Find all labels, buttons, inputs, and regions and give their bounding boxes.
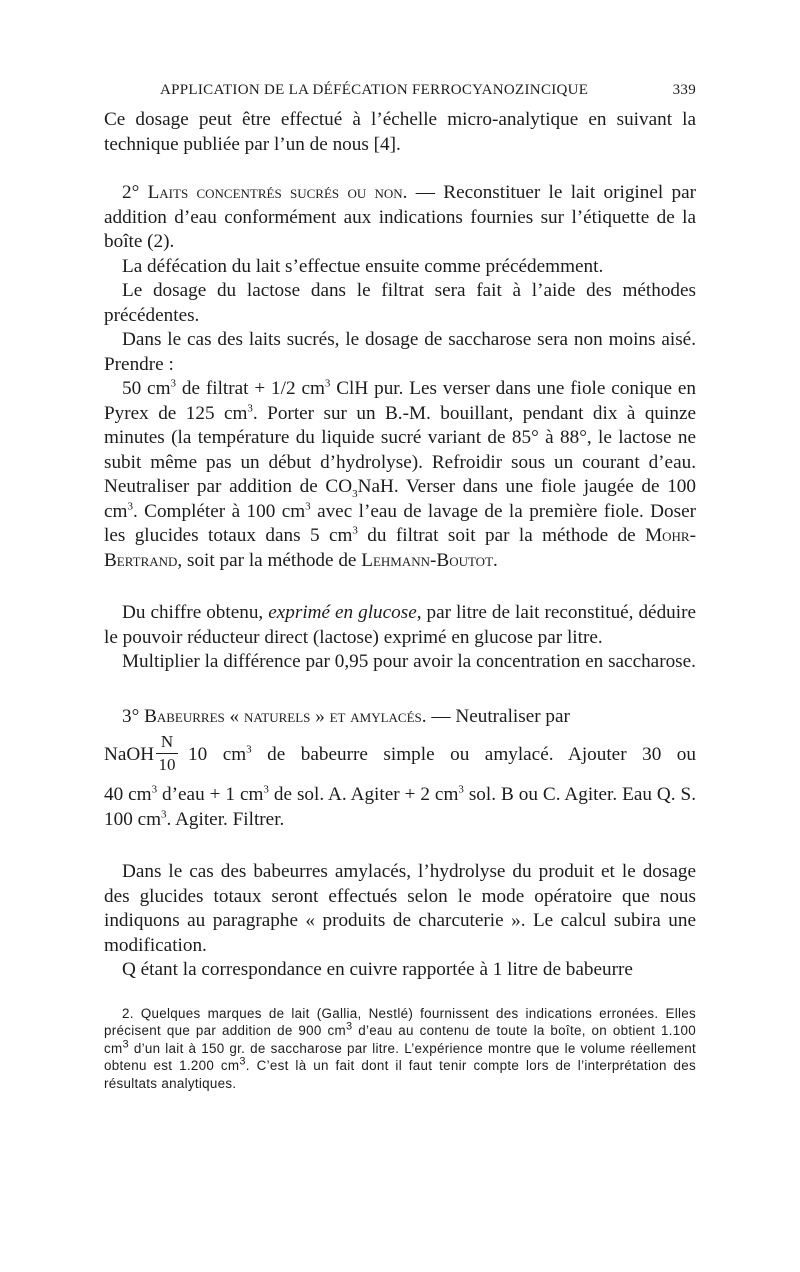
text-run: du filtrat soit par la méthode de [357, 525, 646, 546]
text-run: 40 cm [104, 784, 152, 805]
text-run: 50 cm [122, 378, 171, 399]
formula-line [104, 731, 696, 783]
emphasis: exprimé en glucose [268, 602, 417, 623]
paragraph-babeurre-procedure [104, 783, 696, 832]
section-babeurres [104, 705, 696, 730]
text-run: d’un lait à 150 gr. de saccharose par litre. L’expérience montre que le volume réellement obtenu est 1.200 cm [104, 1040, 696, 1073]
author-name: Lehmann-Boutot [361, 549, 494, 571]
paragraph-micro-analytique: Ce dosage peut être effectué à l’échelle micro-analytique en suivant la technique publiée par l’un de nous [4]. [104, 109, 696, 155]
superscript: 3 [305, 500, 311, 513]
text-run: d’eau au contenu de toute la boîte, on obtient 1.100 cm [104, 1023, 696, 1056]
superscript: 3 [170, 377, 177, 390]
text-run: de filtrat + 1/2 cm [176, 378, 325, 399]
section-laits-concentres [104, 181, 696, 255]
superscript: 3 [263, 783, 269, 796]
superscript: 3 [151, 783, 158, 796]
text-run: ClH pur. Les verser dans une fiole conique en Pyrex de 125 cm [104, 378, 696, 424]
running-title: APPLICATION DE LA DÉFÉCATION FERROCYANOZINCIQUE [160, 82, 589, 98]
superscript: 3 [246, 743, 252, 756]
fraction-denominator: 10 [158, 755, 176, 774]
text-run: . Porter sur un B.-M. bouillant, pendant dix à quinze minutes (la température du liquide sucré variant de 85° à 88°, le lactose ne subit même pas un début d’hydrolyse). Refroidir sous un courant d’eau. Neutraliser par addition de CO [104, 402, 696, 497]
footnote [104, 1005, 696, 1093]
text-run: . C’est là un fait dont il faut tenir compte lors de l’interprétation des résultats analytiques. [104, 1058, 697, 1091]
text-run: Du chiffre obtenu, [122, 602, 269, 623]
superscript: 3 [247, 402, 253, 415]
fraction [156, 731, 178, 776]
paragraph-babeurres-amylaces: Dans le cas des babeurres amylacés, l’hydrolyse du produit et le dosage des glucides totaux seront effectués selon le mode opératoire que nous indiquons au paragraphe « produits de charcuterie ». Le calcul subira une modification. [104, 861, 696, 956]
fraction-numerator: N [156, 731, 178, 754]
text-run: avec l’eau de lavage de la première fiole. Doser les glucides totaux dans 5 cm [104, 500, 696, 546]
superscript: 3 [127, 500, 133, 513]
paragraph-laits-sucres: Dans le cas des laits sucrés, le dosage de saccharose sera non moins aisé. Prendre : [104, 329, 696, 375]
text-run: d’eau + 1 cm [157, 784, 264, 805]
author-name: Mohr-Bertrand [104, 525, 696, 571]
text-run: de babeurre simple ou amylacé. Ajouter 30 ou [251, 744, 696, 765]
text-run: . Agiter. Filtrer. [166, 808, 285, 830]
superscript: 3 [239, 1055, 246, 1068]
page [104, 82, 696, 1092]
text-run: 2. Quelques marques de lait (Gallia, Nestlé) fournissent des indications erronées. Elles précisent que par addition de 900 cm [104, 1005, 696, 1038]
text-run: , soit par la méthode de [177, 549, 362, 571]
paragraph-defecation: La défécation du lait s’effectue ensuite comme précédemment. [122, 255, 604, 277]
text-run: de sol. A. Agiter + 2 cm [268, 784, 459, 805]
paragraph-procedure [104, 377, 696, 573]
page-number: 339 [672, 82, 696, 98]
section-text-laits: — Reconstituer le lait originel par addition d’eau conformément aux indications fournies sur l’étiquette de la boîte (2). [104, 182, 696, 252]
formula-lead: NaOH [104, 744, 155, 765]
formula-rest [188, 744, 696, 766]
superscript: 3 [324, 377, 331, 390]
superscript: 3 [122, 1038, 129, 1051]
text-run: , par litre de lait reconstitué, déduire le pouvoir réducteur direct (lactose) exprimé en glucose par litre. [104, 602, 696, 648]
text-run: . Compléter à 100 cm [132, 500, 306, 522]
superscript: 3 [345, 1020, 353, 1033]
running-head [104, 82, 696, 108]
text-run: NaH. Verser dans une fiole jaugée de 100 cm [104, 476, 696, 522]
section-heading-babeurres: 3° Babeurres « naturels » et amylacés. [122, 705, 427, 727]
paragraph-multiplier: Multiplier la différence par 0,95 pour avoir la concentration en saccharose. [122, 651, 696, 672]
paragraph-dosage-lactose: Le dosage du lactose dans le filtrat sera fait à l’aide des méthodes précédentes. [104, 280, 696, 326]
text-run: sol. B ou C. Agiter. Eau Q. S. 100 cm [104, 784, 696, 830]
section-text-babeurres: — Neutraliser par [426, 705, 570, 727]
section-heading-laits: 2° Laits concentrés sucrés ou non. [122, 182, 408, 203]
text-run: 10 cm [188, 744, 247, 765]
superscript: 3 [161, 808, 167, 821]
superscript: 3 [352, 524, 358, 537]
superscript: 3 [458, 783, 464, 796]
paragraph-chiffre-obtenu [104, 601, 696, 650]
paragraph-q-etant: Q étant la correspondance en cuivre rapportée à 1 litre de babeurre [122, 959, 633, 980]
text-run: . [493, 549, 498, 571]
subscript: 3 [352, 487, 358, 500]
